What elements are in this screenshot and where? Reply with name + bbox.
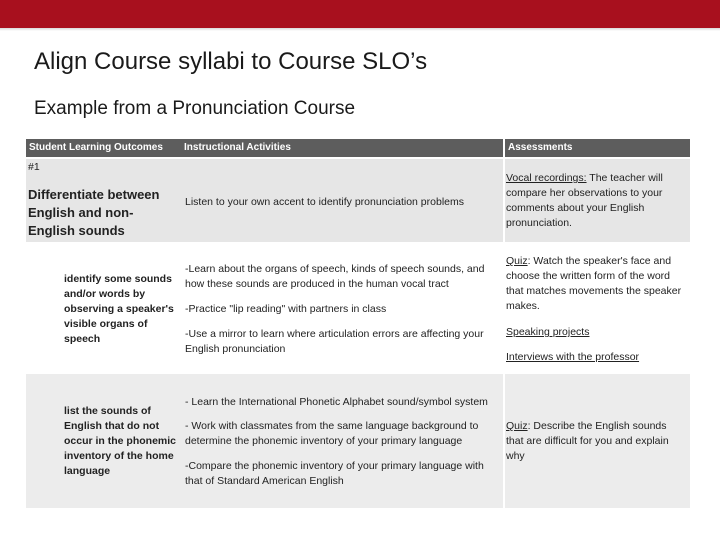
quiz-link[interactable]: Quiz [506, 420, 528, 432]
assessment-text: : Watch the speaker's face and [527, 255, 672, 267]
activity-2c [185, 327, 484, 357]
activity-line: - Work with classmates from the same language background to [185, 420, 479, 432]
assessment-text: choose the written form of the word [506, 270, 670, 282]
assessment-text: why [506, 450, 525, 462]
activity-line: -Compare the phonemic inventory of your primary language with [185, 460, 484, 472]
slo-3-line: English that do not [64, 420, 160, 432]
assessment-text: The teacher will [586, 172, 663, 184]
activity-line: how these sounds are produced in the human vocal tract [185, 278, 449, 290]
slo-3-line: inventory of the home [64, 450, 174, 462]
slo-2-line: visible organs of [64, 318, 148, 330]
slo-1-line: English and non- [28, 205, 134, 220]
slo-2-line: speech [64, 333, 101, 345]
slide-title: Align Course syllabi to Course SLO’s [34, 48, 428, 75]
quiz-link[interactable]: Quiz [506, 255, 528, 267]
activity-3c [185, 459, 484, 489]
slo-2 [64, 272, 174, 347]
activity-line: English pronunciation [185, 343, 286, 355]
slo-1-line: English sounds [28, 223, 125, 238]
assessment-text: comments about your English [506, 202, 645, 214]
header-assessments: Assessments [505, 139, 690, 157]
activity-2a [185, 262, 484, 292]
assessment-text: that matches movements the speaker [506, 285, 682, 297]
slo-3-line: occur in the phonemic [64, 435, 177, 447]
header-bar [0, 0, 720, 28]
activity-line: that of Standard American English [185, 475, 344, 487]
activity-3a: - Learn the International Phonetic Alphabet sound/symbol system [185, 396, 488, 408]
interviews-link[interactable]: Interviews with the professor [506, 351, 640, 363]
assessment-2a [506, 254, 681, 314]
activity-line: -Use a mirror to learn where articulation errors are affecting your [185, 328, 484, 340]
assessment-text: pronunciation. [506, 217, 572, 229]
column-divider [503, 157, 505, 508]
activity-line: -Learn about the organs of speech, kinds of speech sounds, and [185, 263, 485, 275]
activity-2b: -Practice "lip reading" with partners in class [185, 303, 387, 315]
activity-line: determine the phonemic inventory of your primary language [185, 435, 463, 447]
assessment-text: that are difficult for you and explain [506, 435, 669, 447]
slo-2-line: observing a speaker's [64, 303, 174, 315]
slo-2-line: identify some sounds [64, 273, 172, 285]
slo-1-line: Differentiate between [28, 187, 160, 202]
slo-1 [28, 186, 159, 240]
slide-subtitle: Example from a Pronunciation Course [34, 98, 356, 119]
assessment-text: : Describe the English sounds [527, 420, 667, 432]
assessment-text: makes. [506, 300, 540, 312]
speaking-projects-link[interactable]: Speaking projects [506, 326, 590, 338]
activity-3b [185, 419, 478, 449]
header-slo: Student Learning Outcomes [26, 139, 181, 157]
assessment-3 [506, 419, 669, 464]
slo-2-line: and/or words by [64, 288, 146, 300]
assessment-text: compare her observations to your [506, 187, 663, 199]
slo-3-line: language [64, 465, 111, 477]
slo-alignment-table [26, 139, 690, 508]
vocal-recordings-link[interactable]: Vocal recordings: [506, 172, 587, 184]
row-number: #1 [28, 161, 40, 173]
assessment-1 [506, 171, 663, 231]
header-shadow [0, 28, 720, 31]
header-activities: Instructional Activities [181, 139, 503, 157]
activity-1: Listen to your own accent to identify pronunciation problems [185, 196, 464, 208]
slo-3-line: list the sounds of [64, 405, 151, 417]
slo-3 [64, 404, 176, 479]
